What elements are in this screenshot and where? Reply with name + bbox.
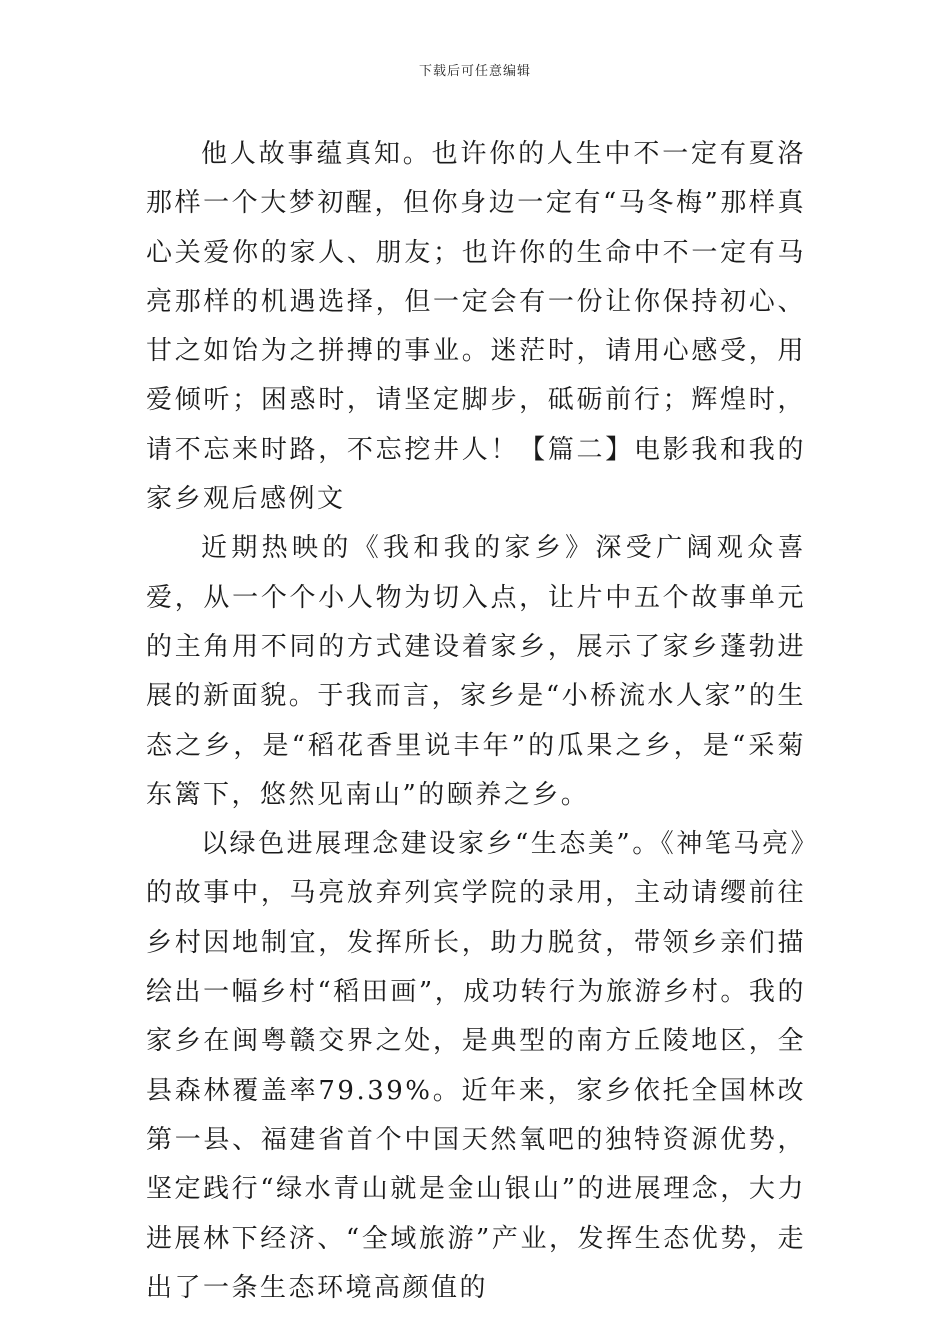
paragraph-3: 以绿色进展理念建设家乡“生态美”。《神笔马亮》的故事中，马亮放弃列宾学院的录用，主动请缨前往乡村因地制宜，发挥所长，助力脱贫，带领乡亲们描绘出一幅乡村“稻田画”，成功转行为旅游乡村。我的家乡在闽粤赣交界之处，是典型的南方丘陵地区，全县森林覆盖率79.39%。近年来，家乡依托全国林改第一县、福建省首个中国天然氧吧的独特资源优势，坚定践行“绿水青山就是金山银山”的进展理念，大力进展林下经济、“全域旅游”产业，发挥生态优势，走出了一条生态环境高颜值的 xyxy=(146,829,806,1303)
paragraph-1: 他人故事蕴真知。也许你的人生中不一定有夏洛那样一个大梦初醒，但你身边一定有“马冬梅”那样真心关爱你的家人、朋友；也许你的生命中不一定有马亮那样的机遇选择，但一定会有一份让你保持初心、甘之如饴为之拼搏的事业。迷茫时，请用心感受，用爱倾听；困惑时，请坚定脚步，砥砺前行；辉煌时，请不忘来时路，不忘挖井人！【篇二】电影我和我的家乡观后感例文 xyxy=(146,139,806,515)
document-body xyxy=(146,130,806,1313)
paragraph-2: 近期热映的《我和我的家乡》深受广阔观众喜爱，从一个个小人物为切入点，让片中五个故事单元的主角用不同的方式建设着家乡，展示了家乡蓬勃进展的新面貌。于我而言，家乡是“小桥流水人家”的生态之乡，是“稻花香里说丰年”的瓜果之乡，是“采菊东篱下，悠然见南山”的颐养之乡。 xyxy=(146,533,806,810)
page-header-note: 下载后可任意编辑 xyxy=(418,64,531,79)
